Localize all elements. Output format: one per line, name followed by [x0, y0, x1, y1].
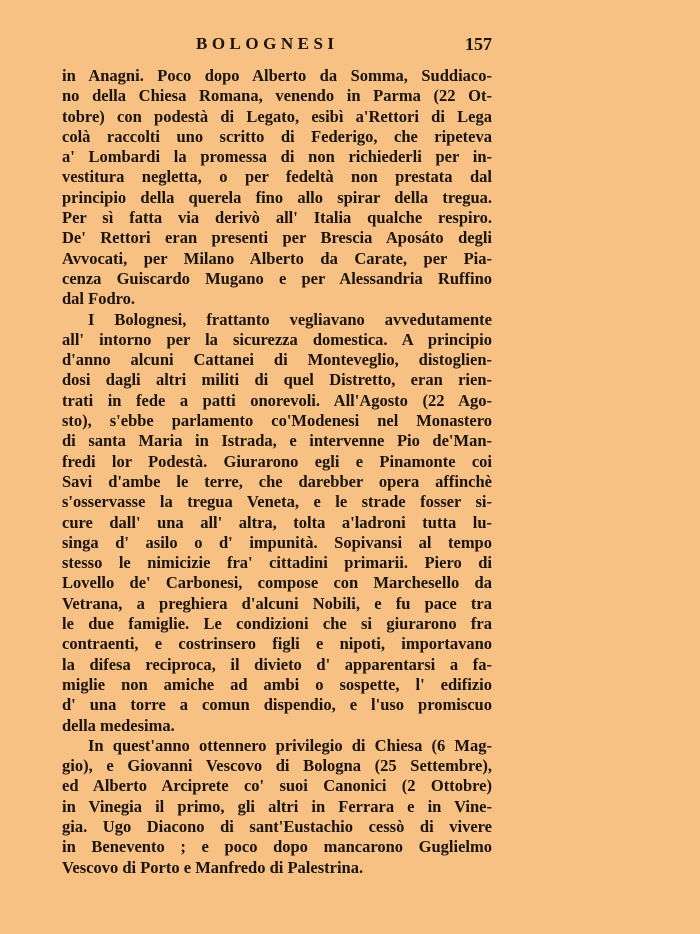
- text-line: d' una torre a comun dispendio, e l'uso promiscuo: [62, 695, 492, 715]
- text-line: ed Alberto Arciprete co' suoi Canonici (2 Ottobre): [62, 776, 492, 796]
- text-line: Savi d'ambe le terre, che darebber opera affinchè: [62, 471, 492, 491]
- text-line: le due famiglie. Le condizioni che si giurarono fra: [62, 614, 492, 634]
- page-header: [62, 34, 492, 58]
- page-number: 157: [465, 34, 492, 54]
- text-line: In quest'anno ottennero privilegio di Chiesa (6 Mag-: [88, 735, 492, 755]
- text-line: all' intorno per la sicurezza domestica. A principio: [62, 329, 492, 349]
- text-line: s'osservasse la tregua Veneta, e le strade fosser si-: [62, 492, 492, 512]
- text-line: di santa Maria in Istrada, e intervenne Pio de'Man-: [62, 431, 492, 451]
- text-line: sto), s'ebbe parlamento co'Modenesi nel Monastero: [62, 411, 492, 431]
- text-line: no della Chiesa Romana, venendo in Parma (22 Ot-: [62, 86, 492, 106]
- text-line: gio), e Giovanni Vescovo di Bologna (25 Settembre),: [62, 756, 492, 776]
- text-line: dosi dagli altri militi di quel Distretto, eran rien-: [62, 370, 492, 390]
- text-line: miglie non amiche ad ambi o sospette, l' edifizio: [62, 674, 492, 694]
- text-line: Avvocati, per Milano Alberto da Carate, per Pia-: [62, 248, 492, 268]
- text-line: dal Fodro.: [62, 289, 136, 309]
- text-line: cenza Guiscardo Mugano e per Alessandria Ruffino: [62, 268, 492, 288]
- text-line: cure dall' una all' altra, tolta a'ladroni tutta lu-: [62, 512, 492, 532]
- text-line: Vetrana, a preghiera d'alcuni Nobili, e fu pace tra: [62, 593, 492, 613]
- paragraph: [62, 310, 492, 736]
- text-line: principio della querela fino allo spirar della tregua.: [62, 187, 492, 207]
- text-line: in Anagni. Poco dopo Alberto da Somma, Suddiaco-: [62, 66, 492, 85]
- text-line: a' Lombardi la promessa di non richiederli per in-: [62, 147, 492, 167]
- running-title: BOLOGNESI: [196, 34, 339, 53]
- text-line: Lovello de' Carbonesi, compose con Marchesello da: [62, 573, 492, 593]
- paragraph: [62, 66, 492, 310]
- text-line: la difesa reciproca, il divieto d' apparentarsi a fa-: [62, 654, 492, 674]
- text-line: vestitura negletta, o per fedeltà non prestata dal: [62, 167, 492, 187]
- text-line: Vescovo di Porto e Manfredo di Palestrina.: [62, 857, 364, 877]
- text-line: stesso le nimicizie fra' cittadini primarii. Piero di: [62, 553, 492, 573]
- text-line: Per sì fatta via derivò all' Italia qualche respiro.: [62, 208, 492, 228]
- text-line: in Benevento ; e poco dopo mancarono Guglielmo: [62, 837, 492, 857]
- text-line: I Bolognesi, frattanto vegliavano avvedutamente: [88, 309, 492, 329]
- body-text: [62, 66, 492, 878]
- text-line: in Vinegia il primo, gli altri in Ferrara e in Vine-: [62, 796, 492, 816]
- text-line: De' Rettori eran presenti per Brescia Aposáto degli: [62, 228, 492, 248]
- text-line: fredi lor Podestà. Giurarono egli e Pinamonte coi: [62, 451, 492, 471]
- text-line: gia. Ugo Diacono di sant'Eustachio cessò di vivere: [62, 816, 492, 836]
- text-line: tobre) con podestà di Legato, esibì a'Rettori di Lega: [62, 106, 492, 126]
- text-line: contraenti, e costrinsero figli e nipoti, importavano: [62, 634, 492, 654]
- text-line: della medesima.: [62, 715, 175, 735]
- text-line: trati in fede a patti onorevoli. All'Agosto (22 Ago-: [62, 390, 492, 410]
- paragraph: [62, 736, 492, 878]
- text-line: d'anno alcuni Cattanei di Monteveglio, distoglien-: [62, 350, 492, 370]
- text-line: colà raccolti uno scritto di Federigo, che ripeteva: [62, 126, 492, 146]
- text-line: singa d' asilo o d' impunità. Sopivansi al tempo: [62, 532, 492, 552]
